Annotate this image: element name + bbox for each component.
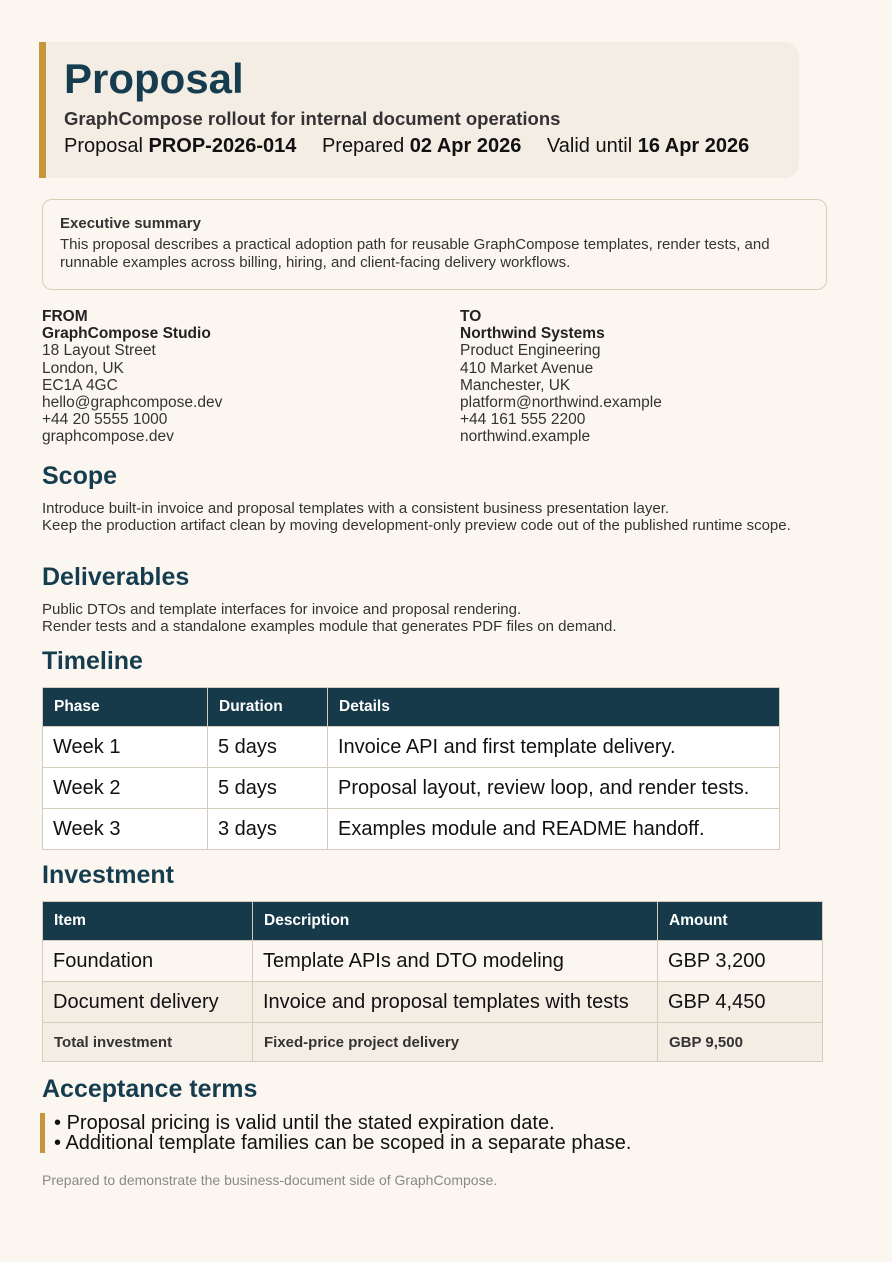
timeline-heading: Timeline — [42, 647, 143, 675]
investment-table — [42, 901, 823, 1062]
acceptance-terms-list — [40, 1113, 631, 1153]
to-name: Northwind Systems — [460, 325, 605, 343]
phase-cell: Week 3 — [43, 809, 208, 850]
footer-note: Prepared to demonstrate the business-document side of GraphCompose. — [42, 1172, 498, 1188]
description-cell: Invoice and proposal templates with tests — [253, 982, 658, 1023]
column-header: Phase — [43, 688, 208, 727]
scope-line: Keep the production artifact clean by moving development-only preview code out of the published runtime scope. — [42, 517, 791, 534]
from-address-line: 18 Layout Street — [42, 342, 156, 360]
from-phone: +44 20 5555 1000 — [42, 411, 168, 429]
timeline-table — [42, 687, 780, 850]
duration-cell: 5 days — [208, 768, 328, 809]
table-row — [43, 809, 780, 850]
table-row — [43, 727, 780, 768]
column-header: Amount — [658, 902, 823, 941]
acceptance-heading: Acceptance terms — [42, 1075, 258, 1103]
total-description: Fixed-price project delivery — [253, 1023, 658, 1062]
from-name: GraphCompose Studio — [42, 325, 211, 343]
duration-cell: 5 days — [208, 727, 328, 768]
phase-cell: Week 2 — [43, 768, 208, 809]
summary-label: Executive summary — [60, 215, 201, 232]
duration-cell: 3 days — [208, 809, 328, 850]
to-label: TO — [460, 308, 482, 325]
page-subtitle: GraphCompose rollout for internal document operations — [64, 108, 561, 129]
proposal-header — [39, 42, 799, 178]
prepared-date: 02 Apr 2026 — [409, 135, 522, 157]
item-cell: Foundation — [43, 941, 253, 982]
proposal-id: PROP-2026-014 — [148, 135, 297, 157]
details-cell: Examples module and README handoff. — [328, 809, 780, 850]
term-text: Additional template families can be scoped in a separate phase. — [65, 1132, 632, 1154]
from-website: graphcompose.dev — [42, 428, 174, 446]
term-text: Proposal pricing is valid until the stated expiration date. — [66, 1112, 555, 1134]
to-website: northwind.example — [460, 428, 591, 446]
column-header: Details — [328, 688, 780, 727]
from-address-line: London, UK — [42, 359, 124, 377]
executive-summary — [42, 199, 827, 290]
to-block — [460, 308, 662, 446]
details-cell: Invoice API and first template delivery. — [328, 727, 780, 768]
proposal-meta — [64, 135, 749, 158]
table-row — [43, 768, 780, 809]
prepared-label: Prepared — [321, 135, 405, 157]
column-header: Duration — [208, 688, 328, 727]
table-row — [43, 941, 823, 982]
valid-until-date: 16 Apr 2026 — [637, 135, 750, 157]
amount-cell: GBP 3,200 — [658, 941, 823, 982]
list-item: • Additional template families can be scoped in a separate phase. — [54, 1132, 632, 1154]
total-amount: GBP 9,500 — [658, 1023, 823, 1062]
scope-heading: Scope — [42, 462, 118, 490]
from-label: FROM — [42, 308, 88, 325]
phase-cell: Week 1 — [43, 727, 208, 768]
column-header: Item — [43, 902, 253, 941]
to-department: Product Engineering — [460, 342, 601, 360]
summary-text: This proposal describes a practical adoption path for reusable GraphCompose templates, render tests, and runnable examples across billing, hiring, and client-facing delivery workflows. — [60, 236, 770, 271]
total-label: Total investment — [43, 1023, 253, 1062]
investment-heading: Investment — [42, 861, 174, 889]
to-address-line: 410 Market Avenue — [460, 359, 594, 377]
from-email: hello@graphcompose.dev — [42, 394, 223, 412]
column-header: Description — [253, 902, 658, 941]
from-block — [42, 308, 222, 446]
table-header-row — [43, 902, 823, 941]
description-cell: Template APIs and DTO modeling — [253, 941, 658, 982]
list-item: • Proposal pricing is valid until the stated expiration date. — [54, 1112, 555, 1134]
deliverables-heading: Deliverables — [42, 563, 190, 591]
amount-cell: GBP 4,450 — [658, 982, 823, 1023]
to-email: platform@northwind.example — [460, 394, 662, 412]
scope-text — [42, 500, 842, 534]
valid-until-label: Valid until — [546, 135, 633, 157]
deliverable-line: Public DTOs and template interfaces for invoice and proposal rendering. — [42, 601, 522, 618]
table-row — [43, 982, 823, 1023]
scope-line: Introduce built-in invoice and proposal templates with a consistent business presentation layer. — [42, 500, 670, 517]
proposal-id-label: Proposal — [64, 135, 143, 157]
from-address-line: EC1A 4GC — [42, 376, 118, 394]
page-title: Proposal — [64, 55, 244, 102]
details-cell: Proposal layout, review loop, and render tests. — [328, 768, 780, 809]
table-header-row — [43, 688, 780, 727]
item-cell: Document delivery — [43, 982, 253, 1023]
deliverable-line: Render tests and a standalone examples module that generates PDF files on demand. — [42, 618, 617, 635]
deliverables-text — [42, 601, 842, 635]
to-address-line: Manchester, UK — [460, 376, 571, 394]
to-phone: +44 161 555 2200 — [460, 411, 586, 429]
total-row — [43, 1023, 823, 1062]
